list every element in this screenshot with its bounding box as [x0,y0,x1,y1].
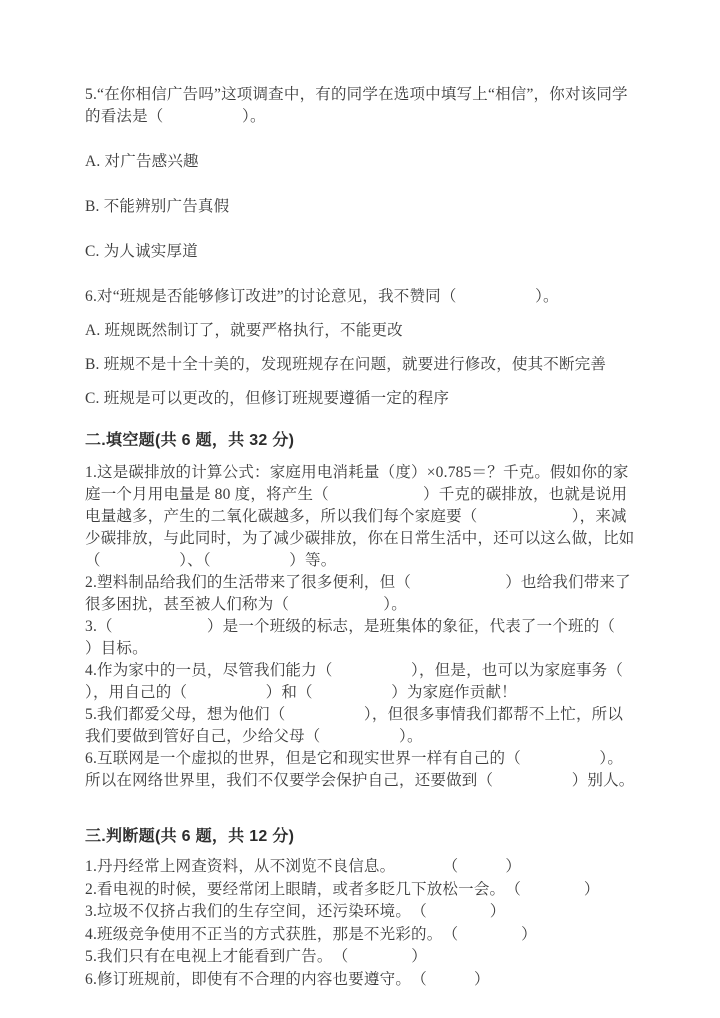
fill-question-1: 1.这是碳排放的计算公式：家庭用电消耗量（度）×0.785＝？千克。假如你的家庭一个月用电量是 80 度，将产生（ ）千克的碳排放，也就是说用电量越多，产生的二氧化碳越多，所以我们每个家庭要（ ），来减少碳排放，与此同时，为了减少碳排放，你在日常生活中，还可以这么做，比如（ ）、（ ）等。 [85,464,635,569]
judge-question-1: 1.丹丹经常上网查资料，从不浏览不良信息。 （ ） [85,858,522,875]
fill-section-title: 二.填空题(共 6 题，共 32 分) [85,432,295,449]
choice-question-6-option-a: A. 班规既然制订了，就要严格执行，不能更改 [85,322,403,339]
fill-question-2: 2.塑料制品给我们的生活带来了很多便利，但（ ）也给我们带来了很多困扰，甚至被人们称为（ ）。 [85,574,631,613]
fill-in-blank-section [85,427,710,792]
choice-question-6-text: 6.对“班规是否能够修订改进”的讨论意见，我不赞同（ ）。 [85,288,559,305]
choice-question-6-option-b: B. 班规不是十全十美的，发现班规存在问题，就要进行修改，使其不断完善 [85,356,607,373]
judge-question-2: 2.看电视的时候，要经常闭上眼睛，或者多眨几下放松一会。 （ ） [85,880,600,898]
judge-question-5: 5.我们只有在电视上才能看到广告。 （ ） [85,948,427,965]
choice-question-5-option-b: B. 不能辨别广告真假 [85,198,230,215]
fill-question-3: 3.（ ）是一个班级的标志，是班集体的象征，代表了一个班的（ ）目标。 [85,618,710,657]
choice-question-5-text: 5.“在你相信广告吗”这项调查中，有的同学在选项中填写上“相信”，你对该同学的看法是（ ）。 [85,86,628,125]
choice-question-6-option-c: C. 班规是可以更改的，但修订班规要遵循一定的程序 [85,390,450,407]
fill-question-6: 6.互联网是一个虚拟的世界，但是它和现实世界一样有自己的（ ）。所以在网络世界里，我们不仅要学会保护自己，还要做到（ ）别人。 [85,750,635,789]
true-false-section [85,823,636,991]
choice-question-5-option-a: A. 对广告感兴趣 [85,153,199,170]
judge-question-3: 3.垃圾不仅挤占我们的生存空间，还污染环境。 （ ） [85,903,506,920]
judge-question-4: 4.班级竞争使用不正当的方式获胜，那是不光彩的。 （ ） [85,925,537,943]
choice-question-5-option-c: C. 为人诚实厚道 [85,243,198,260]
fill-question-4: 4.作为家中的一员，尽管我们能力（ ），但是，也可以为家庭事务（ ），用自己的（ ）和（ ）为家庭作贡献！ [85,662,702,701]
fill-question-5: 5.我们都爱父母，想为他们（ ），但很多事情我们都帮不上忙，所以我们要做到管好自己，少给父母（ ）。 [85,706,624,745]
judge-question-6: 6.修订班规前，即使有不合理的内容也要遵守。 （ ） [85,970,490,988]
judge-section-title: 三.判断题(共 6 题，共 12 分) [85,828,295,845]
choice-section [85,84,636,410]
